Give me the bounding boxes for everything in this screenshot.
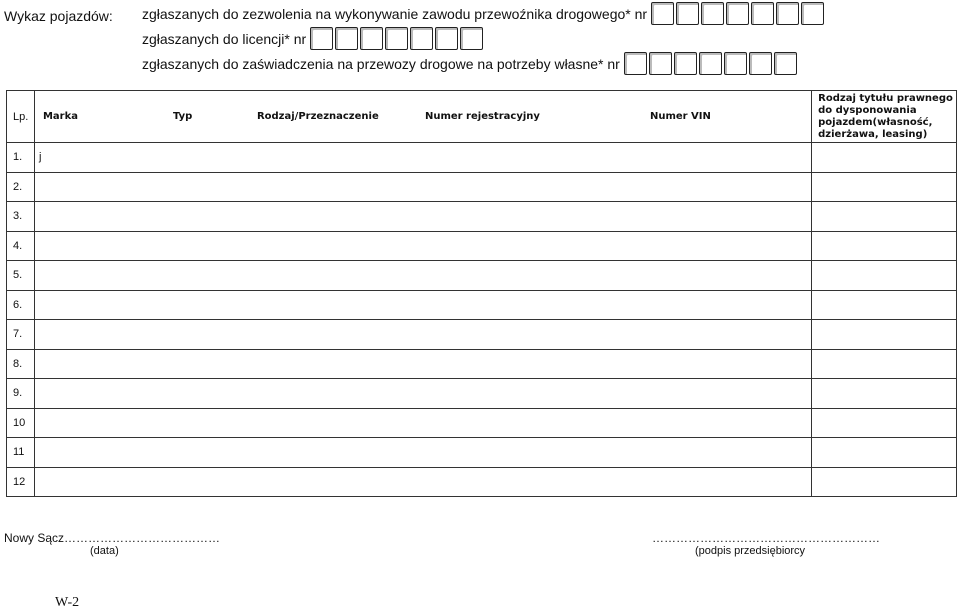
col-header-marka: Marka: [42, 111, 78, 122]
digit-box[interactable]: [674, 52, 697, 75]
row-spacer-cell: [747, 408, 812, 438]
permit-number-boxes: [651, 2, 826, 25]
table-row: [7, 438, 957, 468]
row-title-cell[interactable]: [812, 172, 957, 202]
row-spacer-cell: [747, 143, 812, 173]
digit-box[interactable]: [651, 2, 674, 25]
row-number: 8.: [7, 349, 35, 379]
row-vehicle-cell[interactable]: [34, 467, 747, 497]
row-number: 2.: [7, 172, 35, 202]
digit-box[interactable]: [624, 52, 647, 75]
row-vehicle-cell[interactable]: [34, 172, 747, 202]
row-number: 4.: [7, 231, 35, 261]
col-header-nr-rej: Numer rejestracyjny: [424, 111, 540, 122]
row-spacer-cell: [747, 172, 812, 202]
col-header-lp: Lp.: [7, 91, 35, 143]
col-header-group: [34, 91, 747, 143]
license-line: [142, 27, 485, 50]
digit-box[interactable]: [724, 52, 747, 75]
table-header-row: [7, 91, 957, 143]
table-row: [7, 143, 957, 173]
table-row: [7, 467, 957, 497]
certificate-line-text: zgłaszanych do zaświadczenia na przewozy drogowe na potrzeby własne* nr: [142, 55, 620, 72]
digit-box[interactable]: [649, 52, 672, 75]
digit-box[interactable]: [460, 27, 483, 50]
row-title-cell[interactable]: [812, 261, 957, 291]
vehicle-table: [6, 90, 957, 497]
row-vehicle-cell[interactable]: [34, 408, 747, 438]
row-spacer-cell: [747, 349, 812, 379]
row-number: 6.: [7, 290, 35, 320]
row-title-cell[interactable]: [812, 379, 957, 409]
digit-box[interactable]: [360, 27, 383, 50]
table-row: [7, 379, 957, 409]
digit-box[interactable]: [385, 27, 408, 50]
table-row: [7, 349, 957, 379]
row-title-cell[interactable]: [812, 202, 957, 232]
digit-box[interactable]: [410, 27, 433, 50]
row-spacer-cell: [747, 202, 812, 232]
col-header-spacer: [747, 91, 812, 143]
row-vehicle-cell[interactable]: j: [34, 143, 747, 173]
row-spacer-cell: [747, 379, 812, 409]
row-title-cell[interactable]: [812, 349, 957, 379]
table-row: [7, 261, 957, 291]
row-vehicle-cell[interactable]: [34, 290, 747, 320]
digit-box[interactable]: [701, 2, 724, 25]
row-vehicle-cell[interactable]: [34, 231, 747, 261]
row-vehicle-cell[interactable]: [34, 438, 747, 468]
digit-box[interactable]: [699, 52, 722, 75]
license-line-text: zgłaszanych do licencji* nr: [142, 30, 307, 47]
row-number: 10: [7, 408, 35, 438]
row-vehicle-cell[interactable]: [34, 202, 747, 232]
col-header-vin: Numer VIN: [649, 111, 711, 122]
digit-box[interactable]: [801, 2, 824, 25]
row-number: 12: [7, 467, 35, 497]
row-vehicle-cell[interactable]: [34, 320, 747, 350]
digit-box[interactable]: [751, 2, 774, 25]
row-spacer-cell: [747, 261, 812, 291]
col-header-tytul: Rodzaj tytułu prawnego do dysponowania pojazdem(własność, dzierżawa, leasing): [812, 91, 957, 143]
row-title-cell[interactable]: [812, 438, 957, 468]
digit-box[interactable]: [676, 2, 699, 25]
row-title-cell[interactable]: [812, 231, 957, 261]
table-row: [7, 231, 957, 261]
row-vehicle-cell[interactable]: [34, 261, 747, 291]
row-number: 9.: [7, 379, 35, 409]
col-header-typ: Typ: [172, 111, 193, 122]
permit-line-text: zgłaszanych do zezwolenia na wykonywanie zawodu przewoźnika drogowego* nr: [142, 5, 648, 22]
digit-box[interactable]: [749, 52, 772, 75]
table-row: [7, 320, 957, 350]
certificate-number-boxes: [624, 52, 799, 75]
table-row: [7, 290, 957, 320]
digit-box[interactable]: [335, 27, 358, 50]
row-number: 7.: [7, 320, 35, 350]
digit-box[interactable]: [726, 2, 749, 25]
row-spacer-cell: [747, 231, 812, 261]
digit-box[interactable]: [435, 27, 458, 50]
row-vehicle-cell[interactable]: [34, 379, 747, 409]
digit-box[interactable]: [776, 2, 799, 25]
digit-box[interactable]: [774, 52, 797, 75]
row-number: 1.: [7, 143, 35, 173]
row-number: 5.: [7, 261, 35, 291]
row-vehicle-cell[interactable]: [34, 349, 747, 379]
form-code: W-2: [55, 595, 80, 610]
row-title-cell[interactable]: [812, 290, 957, 320]
col-header-rodzaj: Rodzaj/Przeznaczenie: [256, 111, 379, 122]
signature-label: (podpis przedsiębiorcy: [695, 545, 806, 557]
row-spacer-cell: [747, 467, 812, 497]
row-title-cell[interactable]: [812, 408, 957, 438]
license-number-boxes: [310, 27, 485, 50]
permit-line: [142, 2, 826, 25]
date-label: (data): [90, 545, 119, 557]
place-date-field[interactable]: Nowy Sącz…………………………………: [4, 531, 221, 545]
row-title-cell[interactable]: [812, 320, 957, 350]
document-title: Wykaz pojazdów:: [4, 8, 113, 24]
row-spacer-cell: [747, 320, 812, 350]
table-row: [7, 172, 957, 202]
signature-field[interactable]: …………………………………………………: [652, 531, 880, 545]
certificate-line: [142, 52, 799, 75]
row-number: 11: [7, 438, 35, 468]
row-number: 3.: [7, 202, 35, 232]
row-title-cell[interactable]: [812, 143, 957, 173]
row-title-cell[interactable]: [812, 467, 957, 497]
table-row: [7, 202, 957, 232]
digit-box[interactable]: [310, 27, 333, 50]
row-spacer-cell: [747, 438, 812, 468]
table-row: [7, 408, 957, 438]
row-spacer-cell: [747, 290, 812, 320]
